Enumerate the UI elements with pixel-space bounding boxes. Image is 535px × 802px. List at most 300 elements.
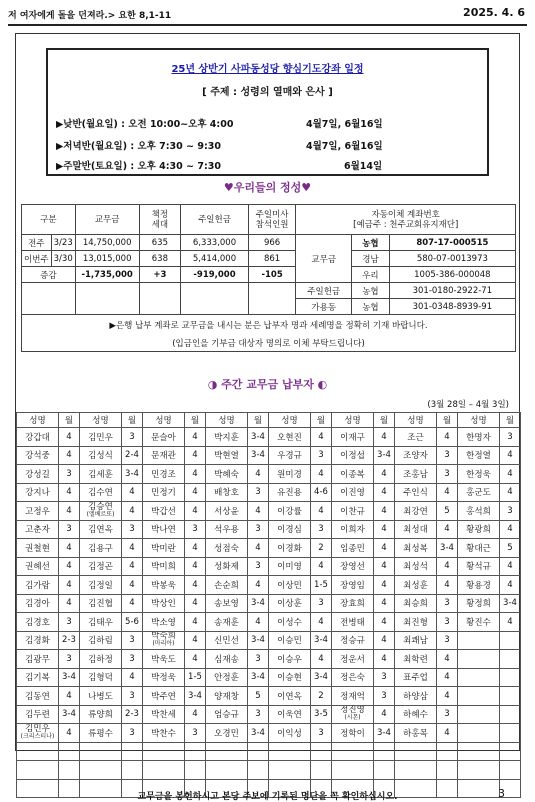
donor-name	[458, 631, 500, 650]
donor-section-title: ◑ 주간 교무금 납부자 ◐	[207, 378, 328, 391]
donor-months: 3-4	[248, 428, 269, 447]
donor-name: 한명자	[458, 428, 500, 447]
donor-name: 권혜선	[17, 557, 59, 576]
donor-name: 김태우	[80, 613, 122, 632]
donor-name: 조양자	[395, 446, 437, 465]
account-number: 807-17-000515	[389, 235, 515, 251]
donor-months: 3-4	[248, 668, 269, 687]
donor-months: 4	[122, 483, 143, 502]
donor-name: 최쾌남	[395, 631, 437, 650]
donor-months: 4	[185, 483, 206, 502]
donor-name: 김진협	[80, 594, 122, 613]
row-label: 이번주	[22, 251, 52, 267]
retreat-session-weekend	[56, 158, 383, 172]
donor-name: 황정희	[458, 594, 500, 613]
donor-name: 정운서	[332, 650, 374, 669]
donor-name: 신민선	[206, 631, 248, 650]
donor-name: 성점숙	[206, 539, 248, 558]
donor-name: 황석규	[458, 557, 500, 576]
donor-months: 3	[248, 650, 269, 669]
donor-name: 박소영	[143, 613, 185, 632]
donor-months: 4	[374, 594, 395, 613]
donor-months	[500, 705, 521, 724]
donor-name: 김하림	[80, 631, 122, 650]
donor-months: 3-4	[248, 446, 269, 465]
donor-name: 최강연	[395, 502, 437, 521]
donor-months: 4	[122, 557, 143, 576]
donor-name: 최성대	[395, 520, 437, 539]
col-month-header: 월	[248, 413, 269, 428]
donor-months: 4	[185, 539, 206, 558]
donor-months: 4	[59, 483, 80, 502]
empty-cell	[22, 283, 76, 315]
donor-name: 이진영	[332, 483, 374, 502]
donor-months: 4	[311, 557, 332, 576]
donor-months: 3	[437, 446, 458, 465]
account-type: 교무금	[296, 235, 352, 283]
donor-months: 4	[374, 613, 395, 632]
donor-name: 김기복	[17, 668, 59, 687]
donor-name: 박욱도	[143, 650, 185, 669]
donor-name: 김민우	[80, 428, 122, 447]
donor-months: 4	[59, 687, 80, 706]
empty-cell	[181, 283, 249, 315]
donor-months: 3	[374, 687, 395, 706]
donor-table	[16, 412, 521, 798]
page-number: 3	[498, 787, 505, 800]
donor-months: 3	[122, 428, 143, 447]
donor-months: 3	[185, 724, 206, 743]
donor-months: 4	[374, 576, 395, 595]
donor-row	[17, 594, 521, 613]
donor-months: 4	[311, 613, 332, 632]
col-month-header: 월	[500, 413, 521, 428]
donor-name	[332, 742, 374, 761]
col-attendance: 주일미사 참석인원	[248, 205, 296, 235]
donor-months: 4	[437, 724, 458, 743]
col-category: 구분	[22, 205, 76, 235]
donor-name	[17, 761, 59, 780]
donor-months	[185, 761, 206, 780]
donor-name: 정학이	[332, 724, 374, 743]
account-bank: 농협	[352, 283, 390, 299]
donor-name: 조홍남	[395, 465, 437, 484]
donor-name: 강석중	[17, 446, 59, 465]
donor-name	[395, 742, 437, 761]
autopay-holder: [예금주 : 천주교회유지재단]	[353, 219, 459, 230]
donor-name: 황진수	[458, 613, 500, 632]
donor-name	[458, 724, 500, 743]
notice-line-2: (입금인을 기부금 대상자 명의로 이체 부탁드립니다)	[172, 339, 365, 349]
account-number: 1005-386-000048	[389, 267, 515, 283]
tithe-value: 13,015,000	[75, 251, 139, 267]
donor-period: (3월 28일 – 4월 3일)	[427, 400, 509, 410]
row-date: 3/30	[51, 251, 75, 267]
donor-row	[17, 428, 521, 447]
donor-name	[458, 687, 500, 706]
donor-months	[500, 724, 521, 743]
donor-months: 5	[500, 539, 521, 558]
donor-months: 3-4	[374, 724, 395, 743]
offering-header-row	[22, 205, 516, 235]
donor-name: 박갑선	[143, 502, 185, 521]
donor-months: 4	[59, 557, 80, 576]
col-name-header: 성명	[458, 413, 500, 428]
donor-months	[500, 687, 521, 706]
retreat-schedule-box	[46, 48, 489, 176]
session-dates: 4월7일, 6월16일	[306, 141, 383, 152]
donor-months: 3	[122, 631, 143, 650]
donor-months: 3	[59, 520, 80, 539]
donor-months: 3-4	[122, 465, 143, 484]
donor-name: 원미경	[269, 465, 311, 484]
donor-name: 고정우	[17, 502, 59, 521]
donor-name	[458, 650, 500, 669]
donor-months: 4	[185, 705, 206, 724]
donor-months: 4	[374, 465, 395, 484]
donor-name: 김용구	[80, 539, 122, 558]
donor-row	[17, 724, 521, 743]
autopay-heading: 자동이체 계좌번호	[371, 209, 440, 220]
donor-name: 이정섭	[332, 446, 374, 465]
donor-name: 이미영	[269, 557, 311, 576]
donor-months: 4	[374, 631, 395, 650]
donor-months: 3-4	[500, 594, 521, 613]
donor-name: 권철현	[17, 539, 59, 558]
attendance-change: -105	[248, 267, 296, 283]
donor-name: 조근	[395, 428, 437, 447]
donor-months: 4	[311, 650, 332, 669]
donor-months	[500, 631, 521, 650]
donor-row	[17, 631, 521, 650]
donor-name	[206, 761, 248, 780]
households-change: +3	[139, 267, 181, 283]
donor-months: 4-6	[311, 483, 332, 502]
donor-name: 정진영 (시몬)	[332, 705, 374, 724]
donor-months: 3	[437, 465, 458, 484]
donor-name: 이경심	[269, 520, 311, 539]
donor-months: 4	[311, 428, 332, 447]
retreat-session-day	[56, 116, 383, 130]
donor-name: 이승민	[269, 631, 311, 650]
donor-header-row	[17, 413, 521, 428]
donor-months: 2	[311, 539, 332, 558]
tithe-value: 14,750,000	[75, 235, 139, 251]
donor-name: 이찬규	[332, 502, 374, 521]
account-type: 주일헌금	[296, 283, 352, 299]
donor-name: 김경호	[17, 613, 59, 632]
donor-name: 홍군도	[458, 483, 500, 502]
donor-months: 4	[500, 613, 521, 632]
donor-name: 홍석희	[458, 502, 500, 521]
donor-months: 4	[374, 539, 395, 558]
donor-months: 3	[500, 428, 521, 447]
account-bank: 우리	[352, 267, 390, 283]
donor-name: 최학련	[395, 650, 437, 669]
donor-months: 3	[374, 668, 395, 687]
donor-months: 4	[437, 668, 458, 687]
col-name-header: 성명	[395, 413, 437, 428]
donor-months: 3	[59, 465, 80, 484]
donor-months: 4	[437, 650, 458, 669]
donor-name: 이재구	[332, 428, 374, 447]
donor-months: 4	[185, 613, 206, 632]
donor-months: 4	[59, 446, 80, 465]
donor-months: 3	[122, 520, 143, 539]
donor-months: 4	[248, 539, 269, 558]
donor-months: 4	[500, 483, 521, 502]
col-households: 책정 세대	[139, 205, 181, 235]
donor-name: 최진형	[395, 613, 437, 632]
donor-months	[500, 742, 521, 761]
donor-name: 박찬세	[143, 705, 185, 724]
col-autopay	[296, 205, 516, 235]
donor-name: 심재송	[206, 650, 248, 669]
donor-months: 4	[185, 428, 206, 447]
col-tithe: 교무금	[75, 205, 139, 235]
donor-row	[17, 668, 521, 687]
donor-name: 안정훈	[206, 668, 248, 687]
donor-months: 4	[185, 650, 206, 669]
offering-section-title: ♥우리들의 정성♥	[223, 181, 312, 194]
donor-name	[143, 761, 185, 780]
empty-cell	[248, 283, 296, 315]
donor-months: 4	[437, 428, 458, 447]
donor-name: 한정열	[458, 446, 500, 465]
donor-months: 3-4	[59, 668, 80, 687]
retreat-theme: [ 주제 : 성령의 열매와 은사 ]	[202, 87, 333, 98]
donor-months: 4	[374, 483, 395, 502]
donor-name: 강지나	[17, 483, 59, 502]
donor-name: 민경조	[143, 465, 185, 484]
bulletin-page-frame	[15, 33, 520, 802]
donor-months: 4	[185, 465, 206, 484]
retreat-session-evening	[56, 138, 383, 152]
col-month-header: 월	[59, 413, 80, 428]
tithe-change: -1,735,000	[75, 267, 139, 283]
donor-name: 하혜수	[395, 705, 437, 724]
donor-name: 하양삼	[395, 687, 437, 706]
donor-name: 김민우 (크리스티나)	[17, 724, 59, 743]
donor-name: 이종복	[332, 465, 374, 484]
donor-name: 엄승규	[206, 705, 248, 724]
donor-months: 4	[59, 502, 80, 521]
donor-months: 3-4	[185, 687, 206, 706]
donor-name: 하홍목	[395, 724, 437, 743]
account-bank: 경남	[352, 251, 390, 267]
donor-name: 민정기	[143, 483, 185, 502]
gospel-verse: 저 여자에게 돌을 던져라.> 요한 8,1-11	[8, 11, 172, 21]
donor-name: 박주연	[143, 687, 185, 706]
col-month-header: 월	[374, 413, 395, 428]
donor-name: 김하정	[80, 650, 122, 669]
donor-months: 3-4	[248, 594, 269, 613]
donor-months: 3	[311, 594, 332, 613]
households-value: 638	[139, 251, 181, 267]
offering-row-this-week	[22, 251, 516, 267]
row-label: 전주	[22, 235, 52, 251]
donor-name	[458, 705, 500, 724]
donor-months: 4	[437, 520, 458, 539]
donor-row	[17, 502, 521, 521]
sunday-value: 5,414,000	[181, 251, 249, 267]
donor-months: 4	[59, 724, 80, 743]
donor-name: 송보영	[206, 594, 248, 613]
donor-name: 나병도	[80, 687, 122, 706]
donor-name: 김동연	[17, 687, 59, 706]
donor-row	[17, 520, 521, 539]
donor-name	[332, 761, 374, 780]
donor-months: 4	[248, 502, 269, 521]
donor-months: 4	[59, 539, 80, 558]
donor-months: 4	[185, 557, 206, 576]
donor-months: 2-3	[59, 631, 80, 650]
donor-name: 김정곤	[80, 557, 122, 576]
donor-name: 박지훈	[206, 428, 248, 447]
donor-name: 황광희	[458, 520, 500, 539]
donor-months	[59, 742, 80, 761]
households-value: 635	[139, 235, 181, 251]
donor-name: 박미희	[143, 557, 185, 576]
donor-months: 3-5	[311, 705, 332, 724]
donor-name: 최성복	[395, 539, 437, 558]
donor-months	[311, 761, 332, 780]
donor-name: 오현진	[269, 428, 311, 447]
donor-months	[500, 668, 521, 687]
attendance-value: 966	[248, 235, 296, 251]
empty-cell	[139, 283, 181, 315]
donor-row	[17, 576, 521, 595]
donor-months: 3	[311, 724, 332, 743]
sunday-value: 6,333,000	[181, 235, 249, 251]
donor-months: 4	[311, 502, 332, 521]
donor-months: 4	[185, 631, 206, 650]
donor-name: 김수연	[80, 483, 122, 502]
donor-name: 전병태	[332, 613, 374, 632]
donor-months: 4	[59, 594, 80, 613]
donor-months: 4	[437, 687, 458, 706]
donor-name	[143, 742, 185, 761]
donor-name: 김승연 (엘베르또)	[80, 502, 122, 521]
session-label: ▶주말반(토요일) : 오후 4:30 ~ 7:30	[56, 161, 221, 172]
footer-note: 교무금을 봉헌하시고 본당 주보에 기록된 명단을 꼭 확인하십시오.	[137, 792, 398, 802]
donor-name: 최승희	[395, 594, 437, 613]
donor-name: 임종민	[332, 539, 374, 558]
donor-months: 4	[437, 576, 458, 595]
donor-months: 4	[374, 502, 395, 521]
donor-months: 3-4	[311, 668, 332, 687]
donor-name: 이연옥	[269, 687, 311, 706]
donor-months: 3-4	[437, 539, 458, 558]
donor-months: 3	[437, 631, 458, 650]
donor-months: 3	[248, 705, 269, 724]
donor-name: 김정일	[80, 576, 122, 595]
donor-months: 4	[374, 428, 395, 447]
donor-name: 장영선	[332, 557, 374, 576]
donor-row	[17, 613, 521, 632]
col-name-header: 성명	[332, 413, 374, 428]
donor-row	[17, 557, 521, 576]
offering-row-change	[22, 267, 516, 283]
donor-months: 3	[311, 520, 332, 539]
donor-name: 강성길	[17, 465, 59, 484]
donor-name: 오경민	[206, 724, 248, 743]
donor-name: 장효희	[332, 594, 374, 613]
donor-months: 4	[437, 557, 458, 576]
donor-months: 2-3	[122, 705, 143, 724]
offering-table	[21, 204, 516, 315]
donor-months: 4	[185, 502, 206, 521]
donor-name: 이상훈	[269, 594, 311, 613]
donor-name: 이희자	[332, 520, 374, 539]
donor-months: 4	[500, 557, 521, 576]
donor-name: 김두련	[17, 705, 59, 724]
donor-months: 3	[59, 613, 80, 632]
donor-name: 박현열	[206, 446, 248, 465]
donor-name: 김연옥	[80, 520, 122, 539]
donor-months: 4	[500, 576, 521, 595]
donor-months: 4	[59, 576, 80, 595]
donor-name: 최성석	[395, 557, 437, 576]
donor-name: 류평수	[80, 724, 122, 743]
notice-line-1: ▶은행 납부 계좌로 교무금을 내시는 분은 납부자 명과 세례명을 정확히 기재 바랍니다.	[109, 321, 428, 331]
donor-name	[458, 761, 500, 780]
donor-name: 이강률	[269, 502, 311, 521]
donor-name: 류양희	[80, 705, 122, 724]
attendance-value: 861	[248, 251, 296, 267]
donor-months: 3	[248, 557, 269, 576]
col-name-header: 성명	[143, 413, 185, 428]
col-month-header: 월	[122, 413, 143, 428]
donor-name: 김가람	[17, 576, 59, 595]
donor-name: 이익성	[269, 724, 311, 743]
account-number: 301-0180-2922-71	[389, 283, 515, 299]
donor-name: 김형덕	[80, 668, 122, 687]
donor-months: 4	[374, 650, 395, 669]
offering-row-empty-1	[22, 283, 516, 299]
donor-months: 4	[248, 465, 269, 484]
donor-months: 3	[59, 650, 80, 669]
donor-months: 3	[248, 483, 269, 502]
donor-name: 송재훈	[206, 613, 248, 632]
donor-row	[17, 539, 521, 558]
donor-months: 4	[59, 428, 80, 447]
col-name-header: 성명	[269, 413, 311, 428]
donor-months: 3-4	[248, 631, 269, 650]
donor-name: 김광무	[17, 650, 59, 669]
sunday-change: -919,000	[181, 267, 249, 283]
donor-months: 4	[122, 668, 143, 687]
donor-name: 황대근	[458, 539, 500, 558]
donor-row	[17, 761, 521, 780]
donor-name: 정승규	[332, 631, 374, 650]
donor-months	[122, 742, 143, 761]
offering-row-last-week	[22, 235, 516, 251]
donor-months: 4	[185, 576, 206, 595]
donor-row	[17, 742, 521, 761]
account-type: 가용동	[296, 299, 352, 315]
donor-name	[269, 742, 311, 761]
donor-name: 고춘자	[17, 520, 59, 539]
donor-months: 4	[185, 446, 206, 465]
donor-name	[269, 761, 311, 780]
donor-months: 4	[437, 483, 458, 502]
donor-name: 김성식	[80, 446, 122, 465]
donor-name: 박찬수	[143, 724, 185, 743]
donor-name: 정재억	[332, 687, 374, 706]
donor-months: 2	[311, 687, 332, 706]
donor-months: 1-5	[311, 576, 332, 595]
